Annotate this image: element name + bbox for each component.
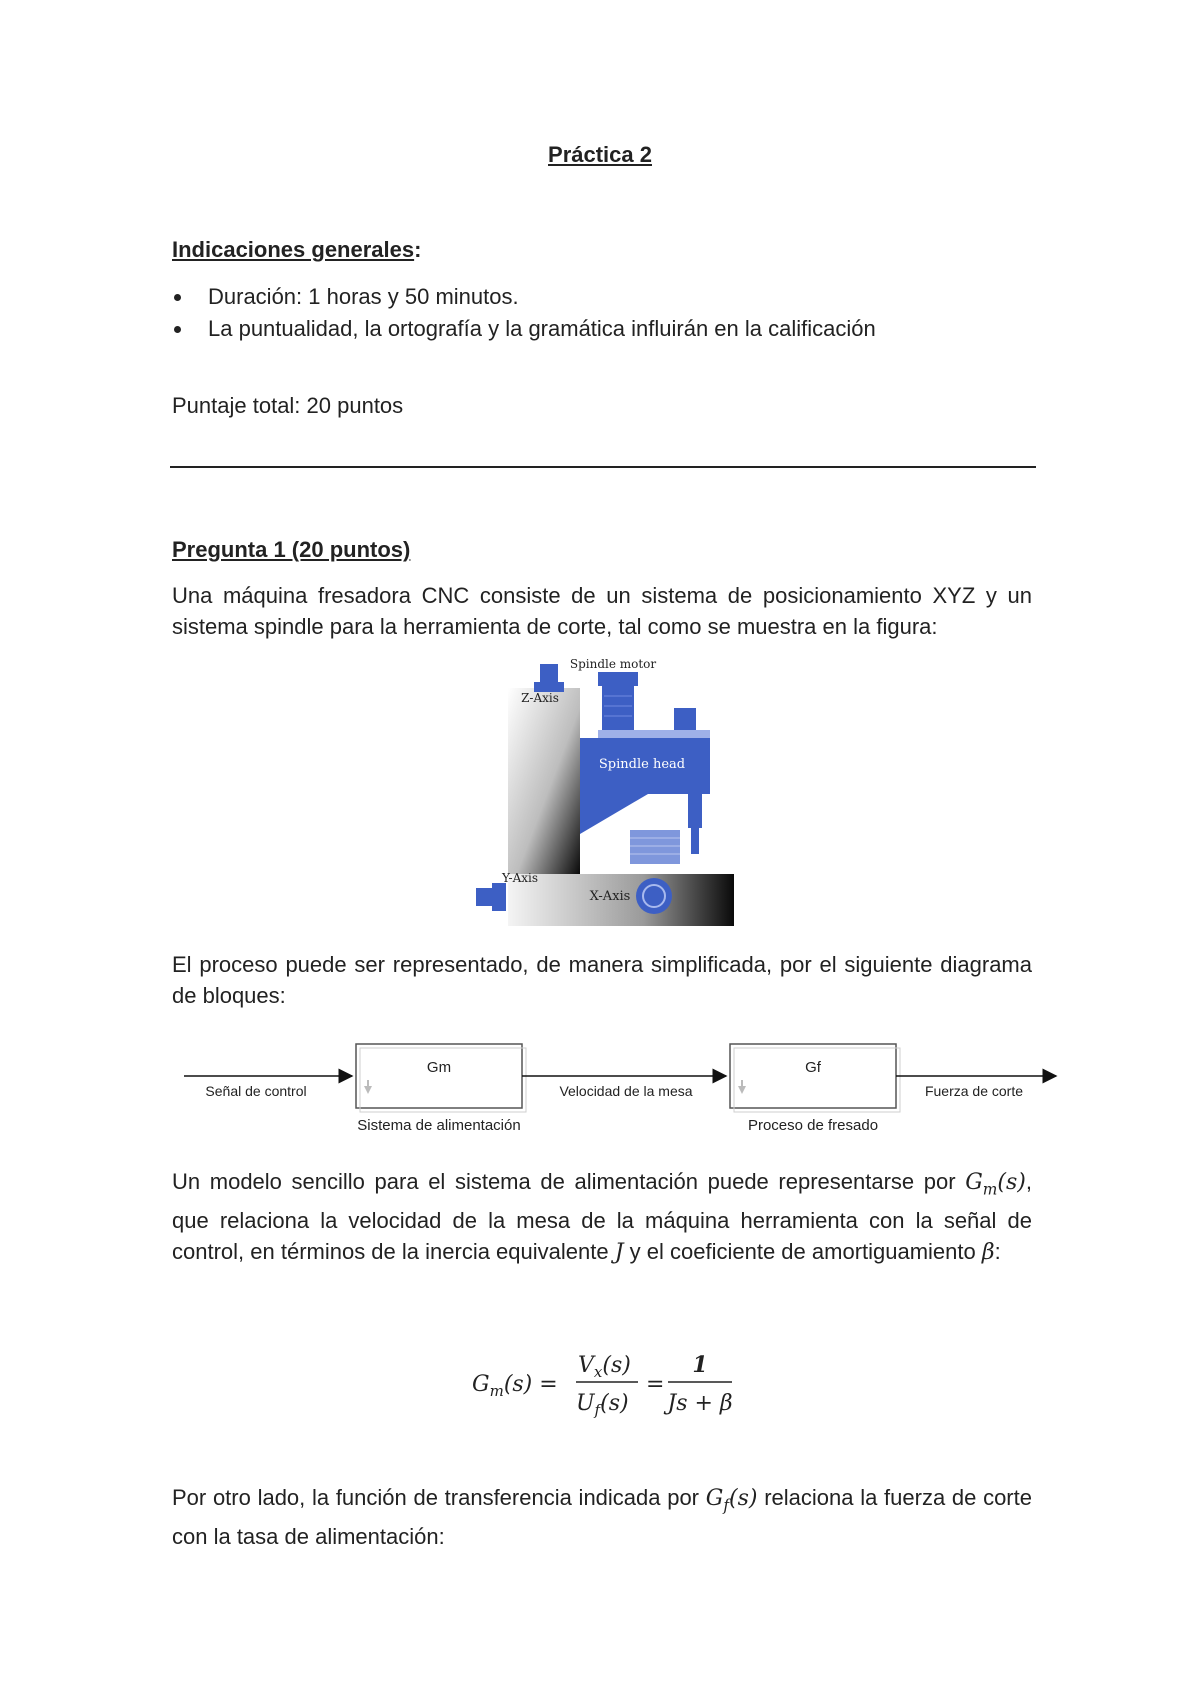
transfer-paragraph: Por otro lado, la función de transferencia indicada por $G_f(s)$ relaciona la fuerza de corte con la tasa de alimentación: [172, 1485, 1032, 1550]
list-item: Duración: 1 horas y 50 minutos. [172, 281, 876, 313]
x-motor [636, 878, 672, 914]
z-motor [540, 664, 558, 684]
general-heading-colon: : [414, 237, 422, 262]
y-motor [476, 888, 494, 906]
transfer-equation [470, 1336, 770, 1426]
gm-symbol: $G_m(s)$ [965, 1170, 1026, 1199]
model-paragraph: Un modelo sencillo para el sistema de alimentación puede representarse por $G_m(s)$, que relaciona la velocidad de la mesa de la máquina herramienta con la señal de control, en términos de la inercia equivalente J y el coeficiente de amortiguamiento β: [172, 1169, 1032, 1266]
general-list [172, 281, 876, 345]
y-motor-flange [492, 883, 506, 911]
gf-symbol: $G_f(s)$ [705, 1486, 758, 1515]
eq-lhs: $G_m(s)$ = [472, 1372, 558, 1400]
general-heading-line [172, 234, 1032, 265]
beta-symbol: β [981, 1240, 995, 1266]
j-symbol: J [614, 1240, 624, 1266]
block-gm-label: Gm [426, 1059, 452, 1076]
general-heading: Indicaciones generales [172, 237, 415, 262]
label-z-axis: Z-Axis [521, 691, 559, 705]
belt [598, 730, 710, 738]
question1-intro: Una máquina fresadora CNC consiste de un sistema de posicionamiento XYZ y un sistema spindle para la herramienta de corte, tal como se muestra en la figura: [172, 583, 1032, 639]
spindle-motor-top [598, 672, 638, 686]
machine-column [508, 688, 580, 878]
workpiece [630, 830, 680, 864]
label-spindle-motor: Spindle motor [569, 657, 657, 671]
spindle-motor-body [602, 686, 634, 730]
tool [691, 828, 699, 854]
block-gm [356, 1044, 522, 1108]
label-spindle-head: Spindle head [598, 757, 686, 772]
eq-denominator-1: $U_f(s)$ [576, 1391, 629, 1419]
label-y-axis: Y-Axis [501, 871, 539, 885]
eq-numerator-1: $V_x(s)$ [578, 1353, 631, 1381]
label-x-axis: X-Axis [589, 889, 631, 904]
block-gf [730, 1044, 896, 1108]
input-signal-label: Señal de control [205, 1083, 307, 1099]
middle-signal-label: Velocidad de la mesa [559, 1083, 693, 1099]
page-title: Práctica 2 [548, 142, 652, 167]
list-item: La puntualidad, la ortografía y la gramática influirán en la calificación [172, 313, 876, 345]
eq-numerator-2: 1 [692, 1352, 708, 1378]
section-divider [170, 466, 1036, 468]
total-score: Puntaje total: 20 puntos [172, 393, 404, 418]
cnc-machine-figure [468, 656, 738, 928]
block-diagram [180, 1030, 1060, 1140]
eq-denominator-2: Js + β [667, 1391, 733, 1416]
block-gf-label: Gf [805, 1059, 821, 1076]
output-signal-label: Fuerza de corte [924, 1083, 1024, 1099]
process-text: El proceso puede ser representado, de manera simplificada, por el siguiente diagrama de bloques: [172, 952, 1032, 1008]
spindle [688, 794, 702, 828]
pulley [674, 708, 696, 730]
question1-heading-line [172, 534, 1032, 565]
block-gf-caption: Proceso de fresado [747, 1117, 879, 1134]
question1-heading: Pregunta 1 (20 puntos) [172, 537, 411, 562]
eq-equals: = [646, 1372, 665, 1397]
block-gm-caption: Sistema de alimentación [357, 1117, 521, 1134]
